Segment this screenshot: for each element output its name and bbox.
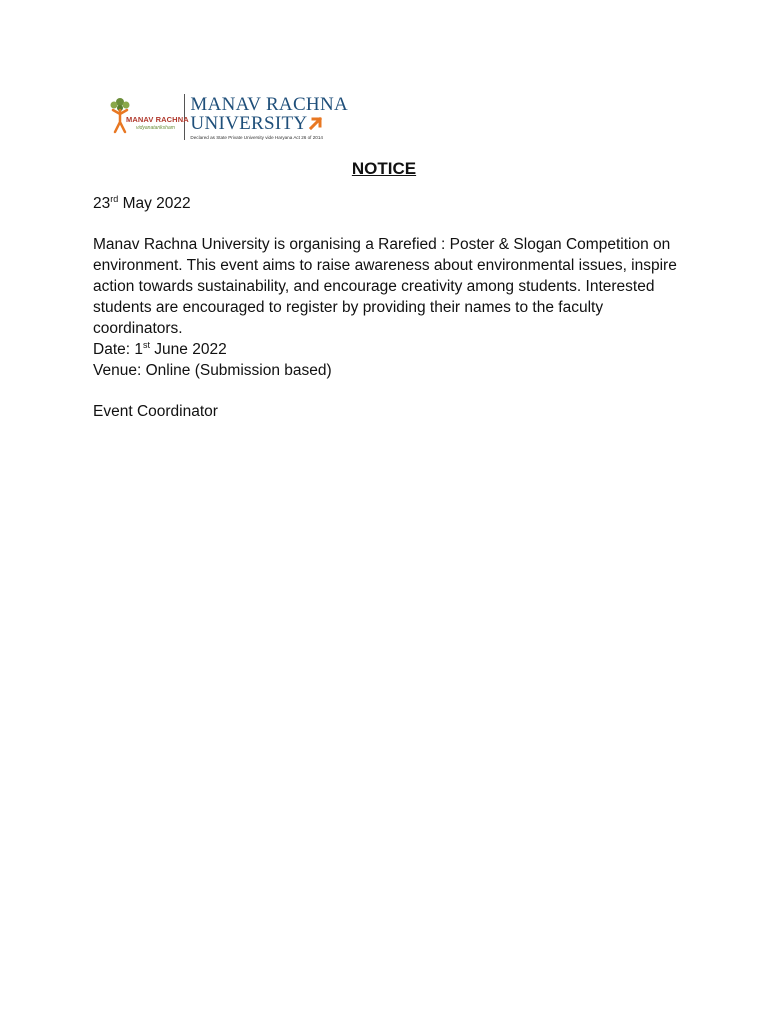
logo-line3: Declared as State Private University vide Haryana Act 26 of 2014 bbox=[190, 134, 323, 140]
logo-line1: MANAV RACHNA bbox=[190, 93, 348, 115]
logo-line2-wrap bbox=[190, 114, 348, 133]
event-date-prefix: Date: 1 bbox=[93, 341, 143, 358]
notice-body-block bbox=[93, 234, 693, 381]
logo-wordmark bbox=[190, 95, 348, 140]
logo-tagline: vidyanatariksham bbox=[136, 125, 175, 131]
university-logo bbox=[104, 88, 348, 146]
event-venue: Venue: Online (Submission based) bbox=[93, 362, 332, 379]
event-date-rest: June 2022 bbox=[150, 341, 227, 358]
notice-signature: Event Coordinator bbox=[93, 403, 218, 420]
logo-line2: UNIVERSITY bbox=[190, 112, 308, 134]
logo-mark-text: MANAV RACHNA bbox=[126, 115, 189, 124]
event-date bbox=[93, 339, 693, 360]
notice-date-day: 23 bbox=[93, 195, 111, 212]
notice-date-rest: May 2022 bbox=[118, 195, 191, 212]
notice-date bbox=[93, 193, 693, 214]
notice-title: NOTICE bbox=[351, 159, 417, 178]
event-date-suffix: st bbox=[142, 339, 150, 350]
notice-body: Manav Rachna University is organising a Rarefied : Poster & Slogan Competition on environment. This event aims to raise awareness about environmental issues, inspire action towards sustainability, and encourage creativity among students. Interested students are encouraged to register by providing their names to the faculty coordinators. bbox=[93, 236, 677, 337]
notice-date-suffix: rd bbox=[110, 193, 119, 204]
arrow-up-right-icon bbox=[309, 116, 323, 130]
logo-emblem bbox=[104, 88, 189, 146]
